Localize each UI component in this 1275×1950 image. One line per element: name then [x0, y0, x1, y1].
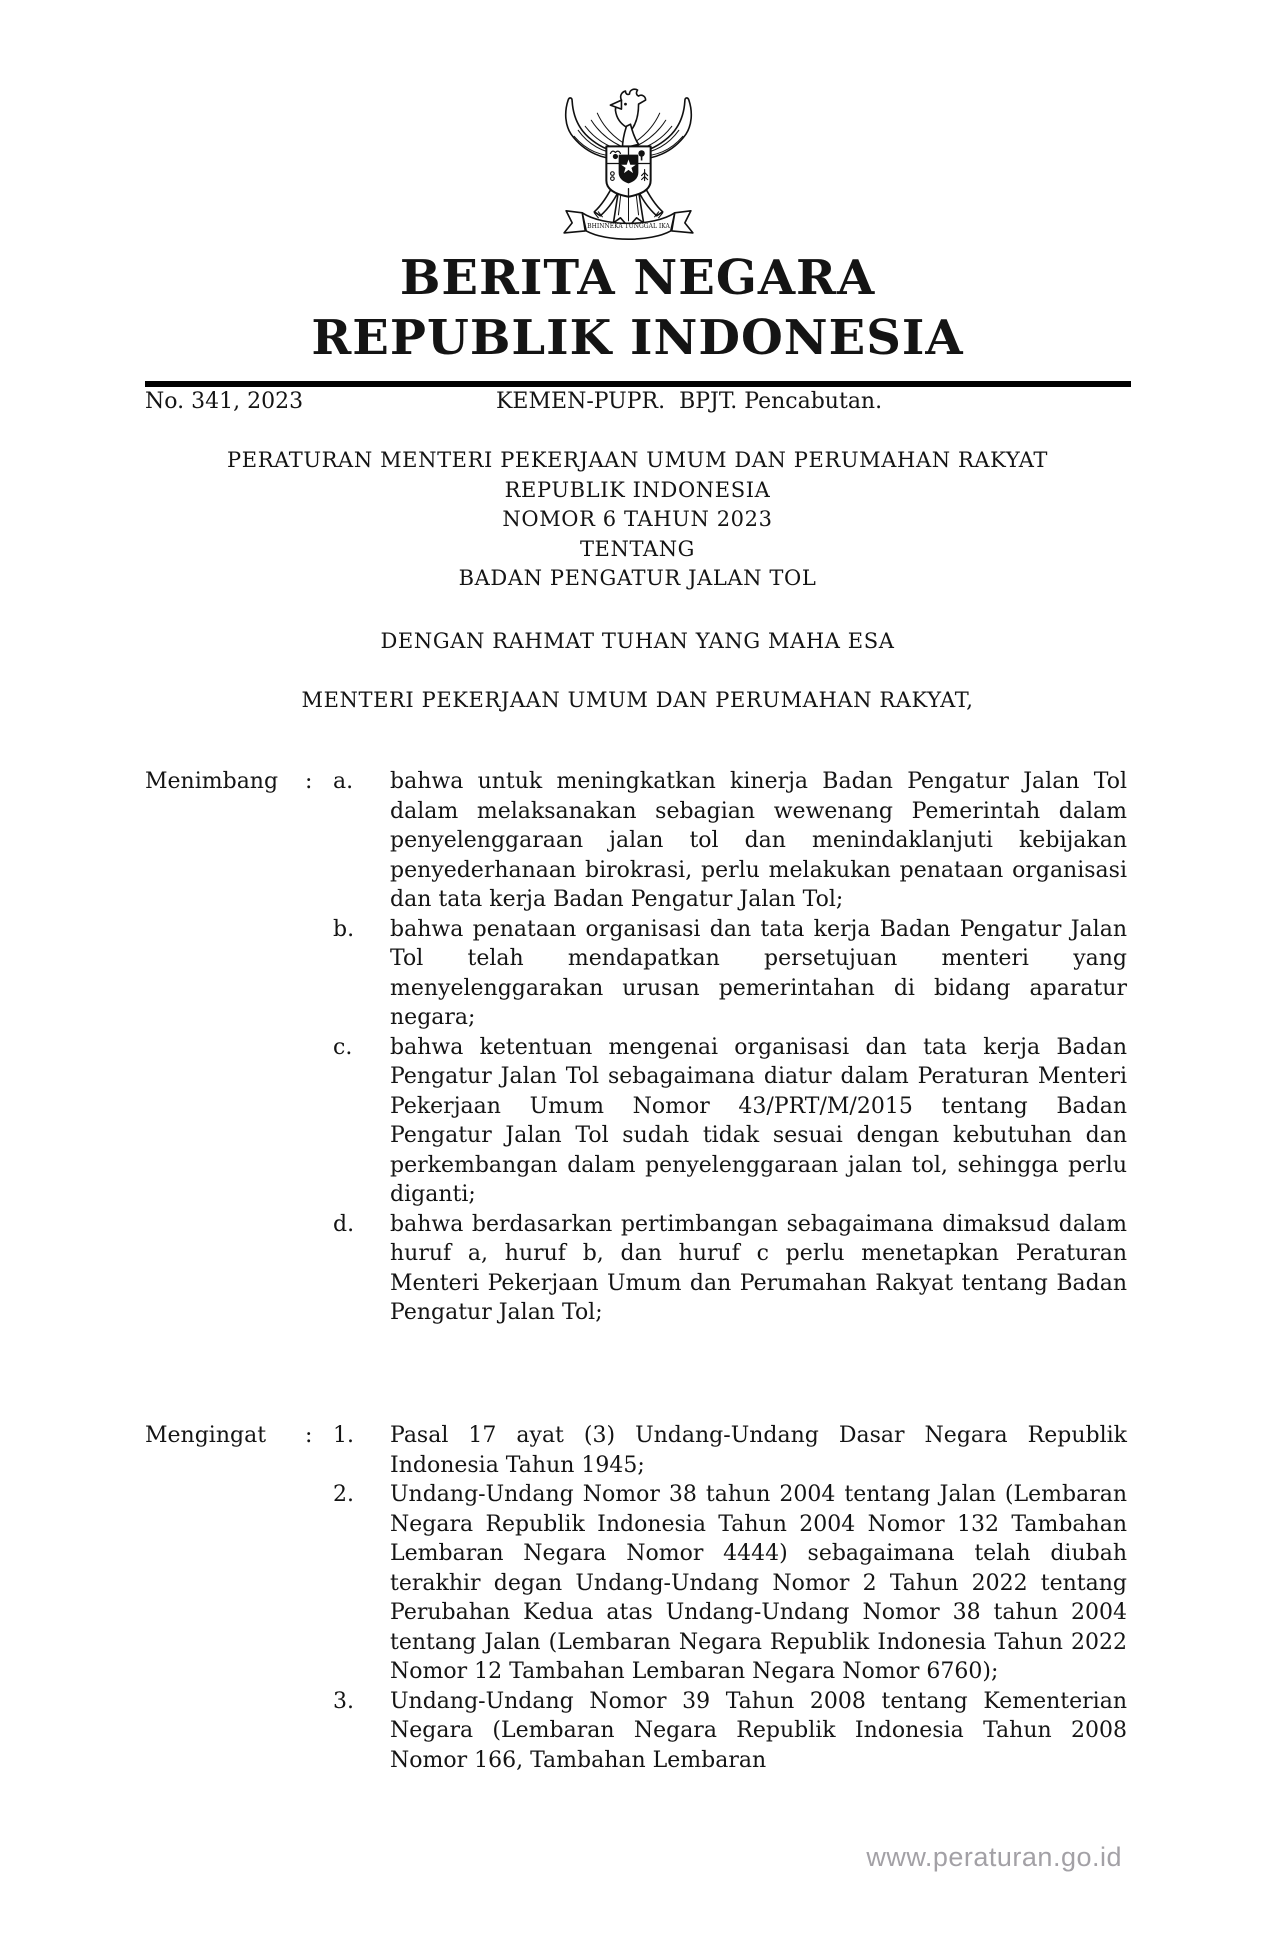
- item-marker: b.: [333, 916, 355, 942]
- masthead-line-1: BERITA NEGARA: [399, 250, 876, 306]
- item-text: bahwa untuk meningkatkan kinerja Badan Pengatur Jalan Tol dalam melaksanakan sebagian wewenang Pemerintah dalam penyelenggaraan jalan tol dan menindaklanjuti kebijakan penyederhanaan birokrasi, perlu melakukan penataan organisasi dan tata kerja Badan Pengatur Jalan Tol;: [390, 769, 1127, 912]
- considering-colon: :: [305, 769, 313, 794]
- footer-watermark-url: www.peraturan.go.id: [866, 1842, 1122, 1872]
- masthead-line-2: REPUBLIK INDONESIA: [311, 310, 964, 366]
- remembering-item: [333, 1480, 1127, 1687]
- considering-item: [333, 1210, 1127, 1328]
- remembering-label: Mengingat: [145, 1423, 267, 1448]
- item-text: Undang-Undang Nomor 39 Tahun 2008 tentang Kementerian Negara (Lembaran Negara Republik Indonesia Tahun 2008 Nomor 166, Tambahan Lembaran: [390, 1688, 1127, 1773]
- title-line: NOMOR 6 TAHUN 2023: [502, 507, 773, 531]
- item-text: Pasal 17 ayat (3) Undang-Undang Dasar Negara Republik Indonesia Tahun 1945;: [390, 1423, 1127, 1478]
- authority-line: MENTERI PEKERJAAN UMUM DAN PERUMAHAN RAKYAT,: [301, 688, 974, 712]
- masthead-rule: [145, 381, 1131, 387]
- remembering-section: [145, 1421, 1127, 1775]
- item-text: bahwa berdasarkan pertimbangan sebagaimana dimaksud dalam huruf a, huruf b, dan huruf c perlu menetapkan Peraturan Menteri Pekerjaan Umum dan Perumahan Rakyat tentang Badan Pengatur Jalan Tol;: [390, 1211, 1127, 1325]
- regulation-title: [0, 446, 1275, 594]
- issue-number: No. 341, 2023: [145, 389, 304, 414]
- masthead: [0, 248, 1275, 368]
- considering-section: [145, 767, 1127, 1328]
- item-text: bahwa penataan organisasi dan tata kerja Badan Pengatur Jalan Tol telah mendapatkan persetujuan menteri yang menyelenggarakan urusan pemerintahan di bidang aparatur negara;: [390, 916, 1127, 1030]
- remembering-item: [333, 1687, 1127, 1776]
- considering-item: [333, 1033, 1127, 1210]
- title-line: BADAN PENGATUR JALAN TOL: [458, 566, 817, 590]
- considering-items: [333, 767, 1127, 1328]
- remembering-colon: :: [305, 1423, 313, 1448]
- remembering-items: [333, 1421, 1127, 1775]
- remembering-item: [333, 1421, 1127, 1480]
- invocation-line: DENGAN RAHMAT TUHAN YANG MAHA ESA: [380, 629, 895, 653]
- item-marker: 2.: [333, 1482, 354, 1507]
- item-marker: 3.: [333, 1688, 354, 1714]
- title-line: REPUBLIK INDONESIA: [504, 477, 771, 502]
- item-marker: 1.: [333, 1423, 354, 1448]
- title-line: TENTANG: [579, 536, 696, 561]
- item-text: Undang-Undang Nomor 38 tahun 2004 tentang Jalan (Lembaran Negara Republik Indonesia Tahun 2004 Nomor 132 Tambahan Lembaran Negara Nomor 4444) sebagaimana telah diubah terakhir degan Undang-Undang Nomor 2 Tahun 2022 tentang Perubahan Kedua atas Undang-Undang Nomor 38 tahun 2004 tentang Jalan (Lembaran Negara Republik Indonesia Tahun 2022 Nomor 12 Tambahan Lembaran Negara Nomor 6760);: [390, 1482, 1127, 1684]
- issue-subject: KEMEN-PUPR. BPJT. Pencabutan.: [496, 389, 883, 414]
- considering-item: [333, 767, 1127, 915]
- considering-item: [333, 915, 1127, 1033]
- title-line: PERATURAN MENTERI PEKERJAAN UMUM DAN PERUMAHAN RAKYAT: [227, 448, 1048, 472]
- item-marker: d.: [333, 1211, 355, 1237]
- item-text: bahwa ketentuan mengenai organisasi dan tata kerja Badan Pengatur Jalan Tol sebagaimana diatur dalam Peraturan Menteri Pekerjaan Umum Nomor 43/PRT/M/2015 tentang Badan Pengatur Jalan Tol sudah tidak sesuai dengan kebutuhan dan perkembangan dalam penyelenggaraan jalan tol, sehingga perlu diganti;: [390, 1034, 1127, 1207]
- considering-label: Menimbang: [145, 769, 279, 794]
- garuda-pancasila-emblem: [558, 84, 699, 245]
- item-marker: c.: [333, 1034, 353, 1060]
- emblem-motto: BHINNEKA TUNGGAL IKA: [587, 222, 670, 230]
- item-marker: a.: [333, 769, 354, 794]
